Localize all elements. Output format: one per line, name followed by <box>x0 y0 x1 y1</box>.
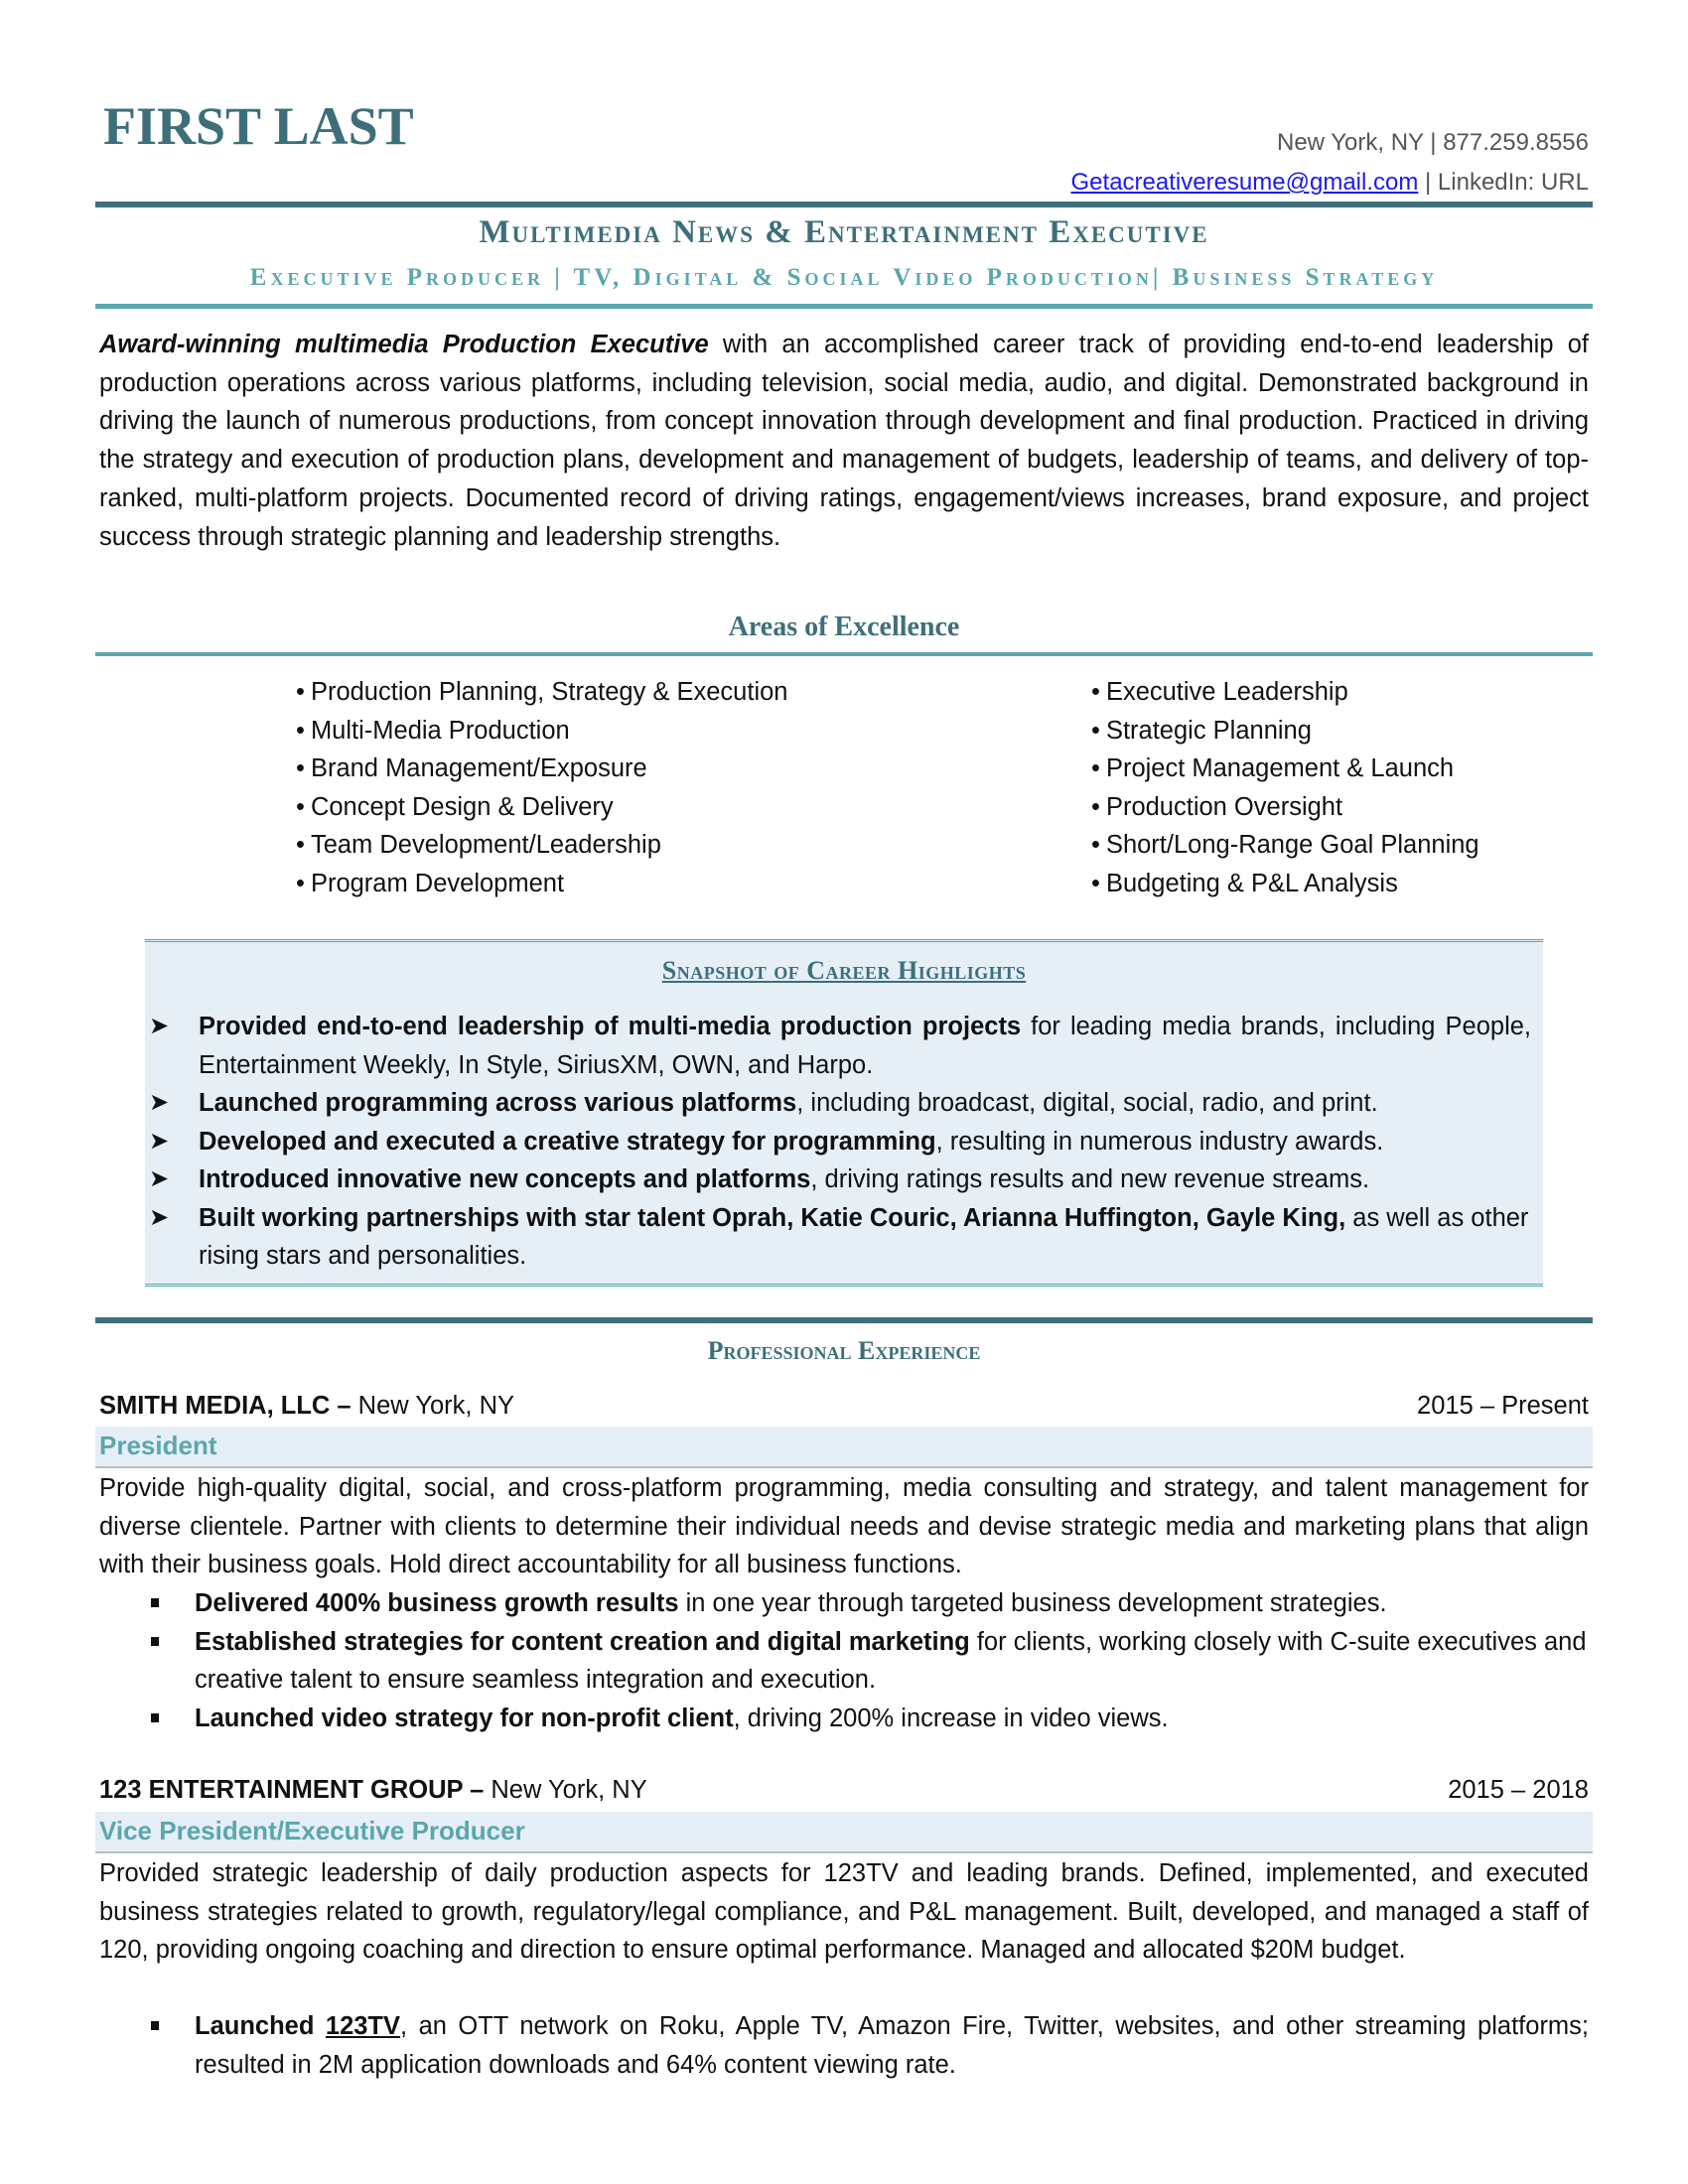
location-phone: New York, NY | 877.259.8556 <box>1276 129 1589 156</box>
square-bullet-icon <box>151 2021 159 2030</box>
highlight-bold: Introduced innovative new concepts and platforms <box>199 1165 811 1193</box>
highlight-item <box>145 1160 1531 1199</box>
achievement-text: for clients, working closely with C-suite executives and creative talent to ensure seamless integration and execution. <box>195 1627 1587 1694</box>
job-dates: 2015 – Present <box>1417 1392 1589 1420</box>
product-link[interactable]: 123TV <box>325 2012 401 2040</box>
highlight-item <box>145 1084 1531 1123</box>
header-rule <box>95 202 1593 207</box>
experience-rule <box>95 1317 1593 1323</box>
highlight-bold: Launched programming across various platforms <box>199 1089 797 1117</box>
job-header <box>99 1776 1589 1805</box>
achievement-item <box>99 1700 1589 1738</box>
area-item: • Multi-Media Production <box>296 712 787 751</box>
area-item: • Strategic Planning <box>1091 712 1479 751</box>
arrow-bullet-icon: ➤ <box>149 1013 170 1039</box>
job-description: Provided strategic leadership of daily production aspects for 123TV and leading brands. Defined, implemented, and executed business strategies related to growth, regulatory/legal compliance, and P&L management. Built, developed, and managed a staff of 120, providing ongoing coaching and direction to ensure optimal performance. Managed and allocated $20M budget. <box>99 1859 1589 1964</box>
career-highlights-list <box>145 1008 1531 1276</box>
area-item: • Executive Leadership <box>1091 673 1479 712</box>
job-description: Provide high-quality digital, social, and cross-platform programming, media consulting and strategy, and talent management for diverse clientele. Partner with clients to determine their individual needs and devise strategic media and marketing plans that align with their business goals. Hold direct accountability for all business functions. <box>99 1474 1589 1578</box>
company-name: 123 ENTERTAINMENT GROUP – <box>99 1776 485 1804</box>
areas-of-excellence-heading: Areas of Excellence <box>728 612 960 642</box>
professional-summary <box>99 326 1589 556</box>
achievement-item <box>99 1623 1589 1700</box>
career-highlights-heading: Snapshot of Career Highlights <box>661 956 1027 985</box>
highlight-item <box>145 1199 1531 1276</box>
headline-subtitle: Executive Producer | TV, Digital & Social Video Production| Business Strategy <box>249 264 1439 291</box>
highlight-item <box>145 1123 1531 1161</box>
areas-list-right <box>1091 673 1479 902</box>
experience-heading: Professional Experience <box>707 1336 981 1365</box>
areas-list-left <box>296 673 787 902</box>
company-name: SMITH MEDIA, LLC – <box>99 1392 352 1420</box>
area-item: • Brand Management/Exposure <box>296 750 787 788</box>
area-item: • Budgeting & P&L Analysis <box>1091 865 1479 903</box>
achievement-bold: Launched video strategy for non-profit client <box>195 1704 734 1732</box>
achievement-item <box>99 2007 1589 2084</box>
company-location: New York, NY <box>484 1776 647 1804</box>
area-item: • Project Management & Launch <box>1091 750 1479 788</box>
achievement-text: in one year through targeted business development strategies. <box>678 1589 1387 1617</box>
highlight-item <box>145 1008 1531 1084</box>
career-highlights-box <box>145 939 1543 1287</box>
highlight-text: as well as other rising stars and personalities. <box>199 1203 1529 1270</box>
job-dates: 2015 – 2018 <box>1448 1776 1589 1804</box>
highlight-bold: Provided end-to-end leadership of multi-media production projects <box>199 1013 1022 1040</box>
achievement-bold: Launched <box>195 2012 326 2040</box>
square-bullet-icon <box>151 1637 159 1646</box>
highlight-text: for leading media brands, including People, Entertainment Weekly, In Style, SiriusXM, OWN, and Harpo. <box>199 1013 1531 1079</box>
job-role: Vice President/Executive Producer <box>99 1816 525 1845</box>
achievement-bold: Delivered 400% business growth results <box>195 1589 679 1617</box>
area-item: • Program Development <box>296 865 787 903</box>
square-bullet-icon <box>151 1598 159 1607</box>
achievement-text: , driving 200% increase in video views. <box>733 1704 1169 1732</box>
highlight-bold: Built working partnerships with star talent Oprah, Katie Couric, Arianna Huffington, Gayle King, <box>199 1203 1346 1232</box>
arrow-bullet-icon: ➤ <box>149 1203 170 1231</box>
role-bar <box>95 1427 1593 1468</box>
headline-rule <box>95 304 1593 309</box>
candidate-name: FIRST LAST <box>103 96 414 156</box>
highlight-text: , driving ratings results and new revenue streams. <box>810 1165 1370 1193</box>
highlight-text: , including broadcast, digital, social, radio, and print. <box>796 1089 1378 1117</box>
job-achievements <box>99 1584 1589 1737</box>
arrow-bullet-icon: ➤ <box>149 1127 170 1155</box>
area-item: • Team Development/Leadership <box>296 826 787 865</box>
job-achievements <box>99 2007 1589 2084</box>
contact-block <box>1071 123 1589 203</box>
achievement-text: , an OTT network on Roku, Apple TV, Amazon Fire, Twitter, websites, and other streaming platforms; resulted in 2M application downloads and 64% content viewing rate. <box>195 2012 1590 2079</box>
arrow-bullet-icon: ➤ <box>149 1165 170 1192</box>
email-linkedin-line <box>1071 163 1589 203</box>
email-link[interactable]: Getacreativeresume@gmail.com <box>1070 169 1419 196</box>
area-item: • Production Oversight <box>1091 788 1479 827</box>
achievement-bold: Established strategies for content creation and digital marketing <box>195 1627 970 1656</box>
headline-title: Multimedia News & Entertainment Executive <box>479 214 1209 250</box>
highlight-bold: Developed and executed a creative strategy for programming <box>199 1127 936 1156</box>
summary-lead: Award-winning multimedia Production Executive <box>99 331 709 358</box>
area-item: • Short/Long-Range Goal Planning <box>1091 826 1479 865</box>
area-item: • Production Planning, Strategy & Execution <box>296 673 787 712</box>
square-bullet-icon <box>151 1713 159 1722</box>
job-header <box>99 1392 1589 1421</box>
summary-text: with an accomplished career track of providing end-to-end leadership of production operations across various platforms, including television, social media, audio, and digital. Demonstrated background in driving the launch of numerous productions, from concept innovation through development and final production. Practiced in driving the strategy and execution of production plans, development and management of budgets, leadership of teams, and delivery of top-ranked, multi-platform projects. Documented record of driving ratings, engagement/views increases, brand exposure, and project success through strategic planning and leadership strengths. <box>99 331 1589 551</box>
highlight-text: , resulting in numerous industry awards. <box>935 1127 1384 1156</box>
job-role: President <box>99 1431 217 1460</box>
linkedin-text: | LinkedIn: URL <box>1418 169 1589 196</box>
area-item: • Concept Design & Delivery <box>296 788 787 827</box>
arrow-bullet-icon: ➤ <box>149 1089 170 1116</box>
company-location: New York, NY <box>351 1392 514 1420</box>
role-bar <box>95 1812 1593 1853</box>
areas-rule <box>95 652 1593 656</box>
achievement-item <box>99 1584 1589 1623</box>
